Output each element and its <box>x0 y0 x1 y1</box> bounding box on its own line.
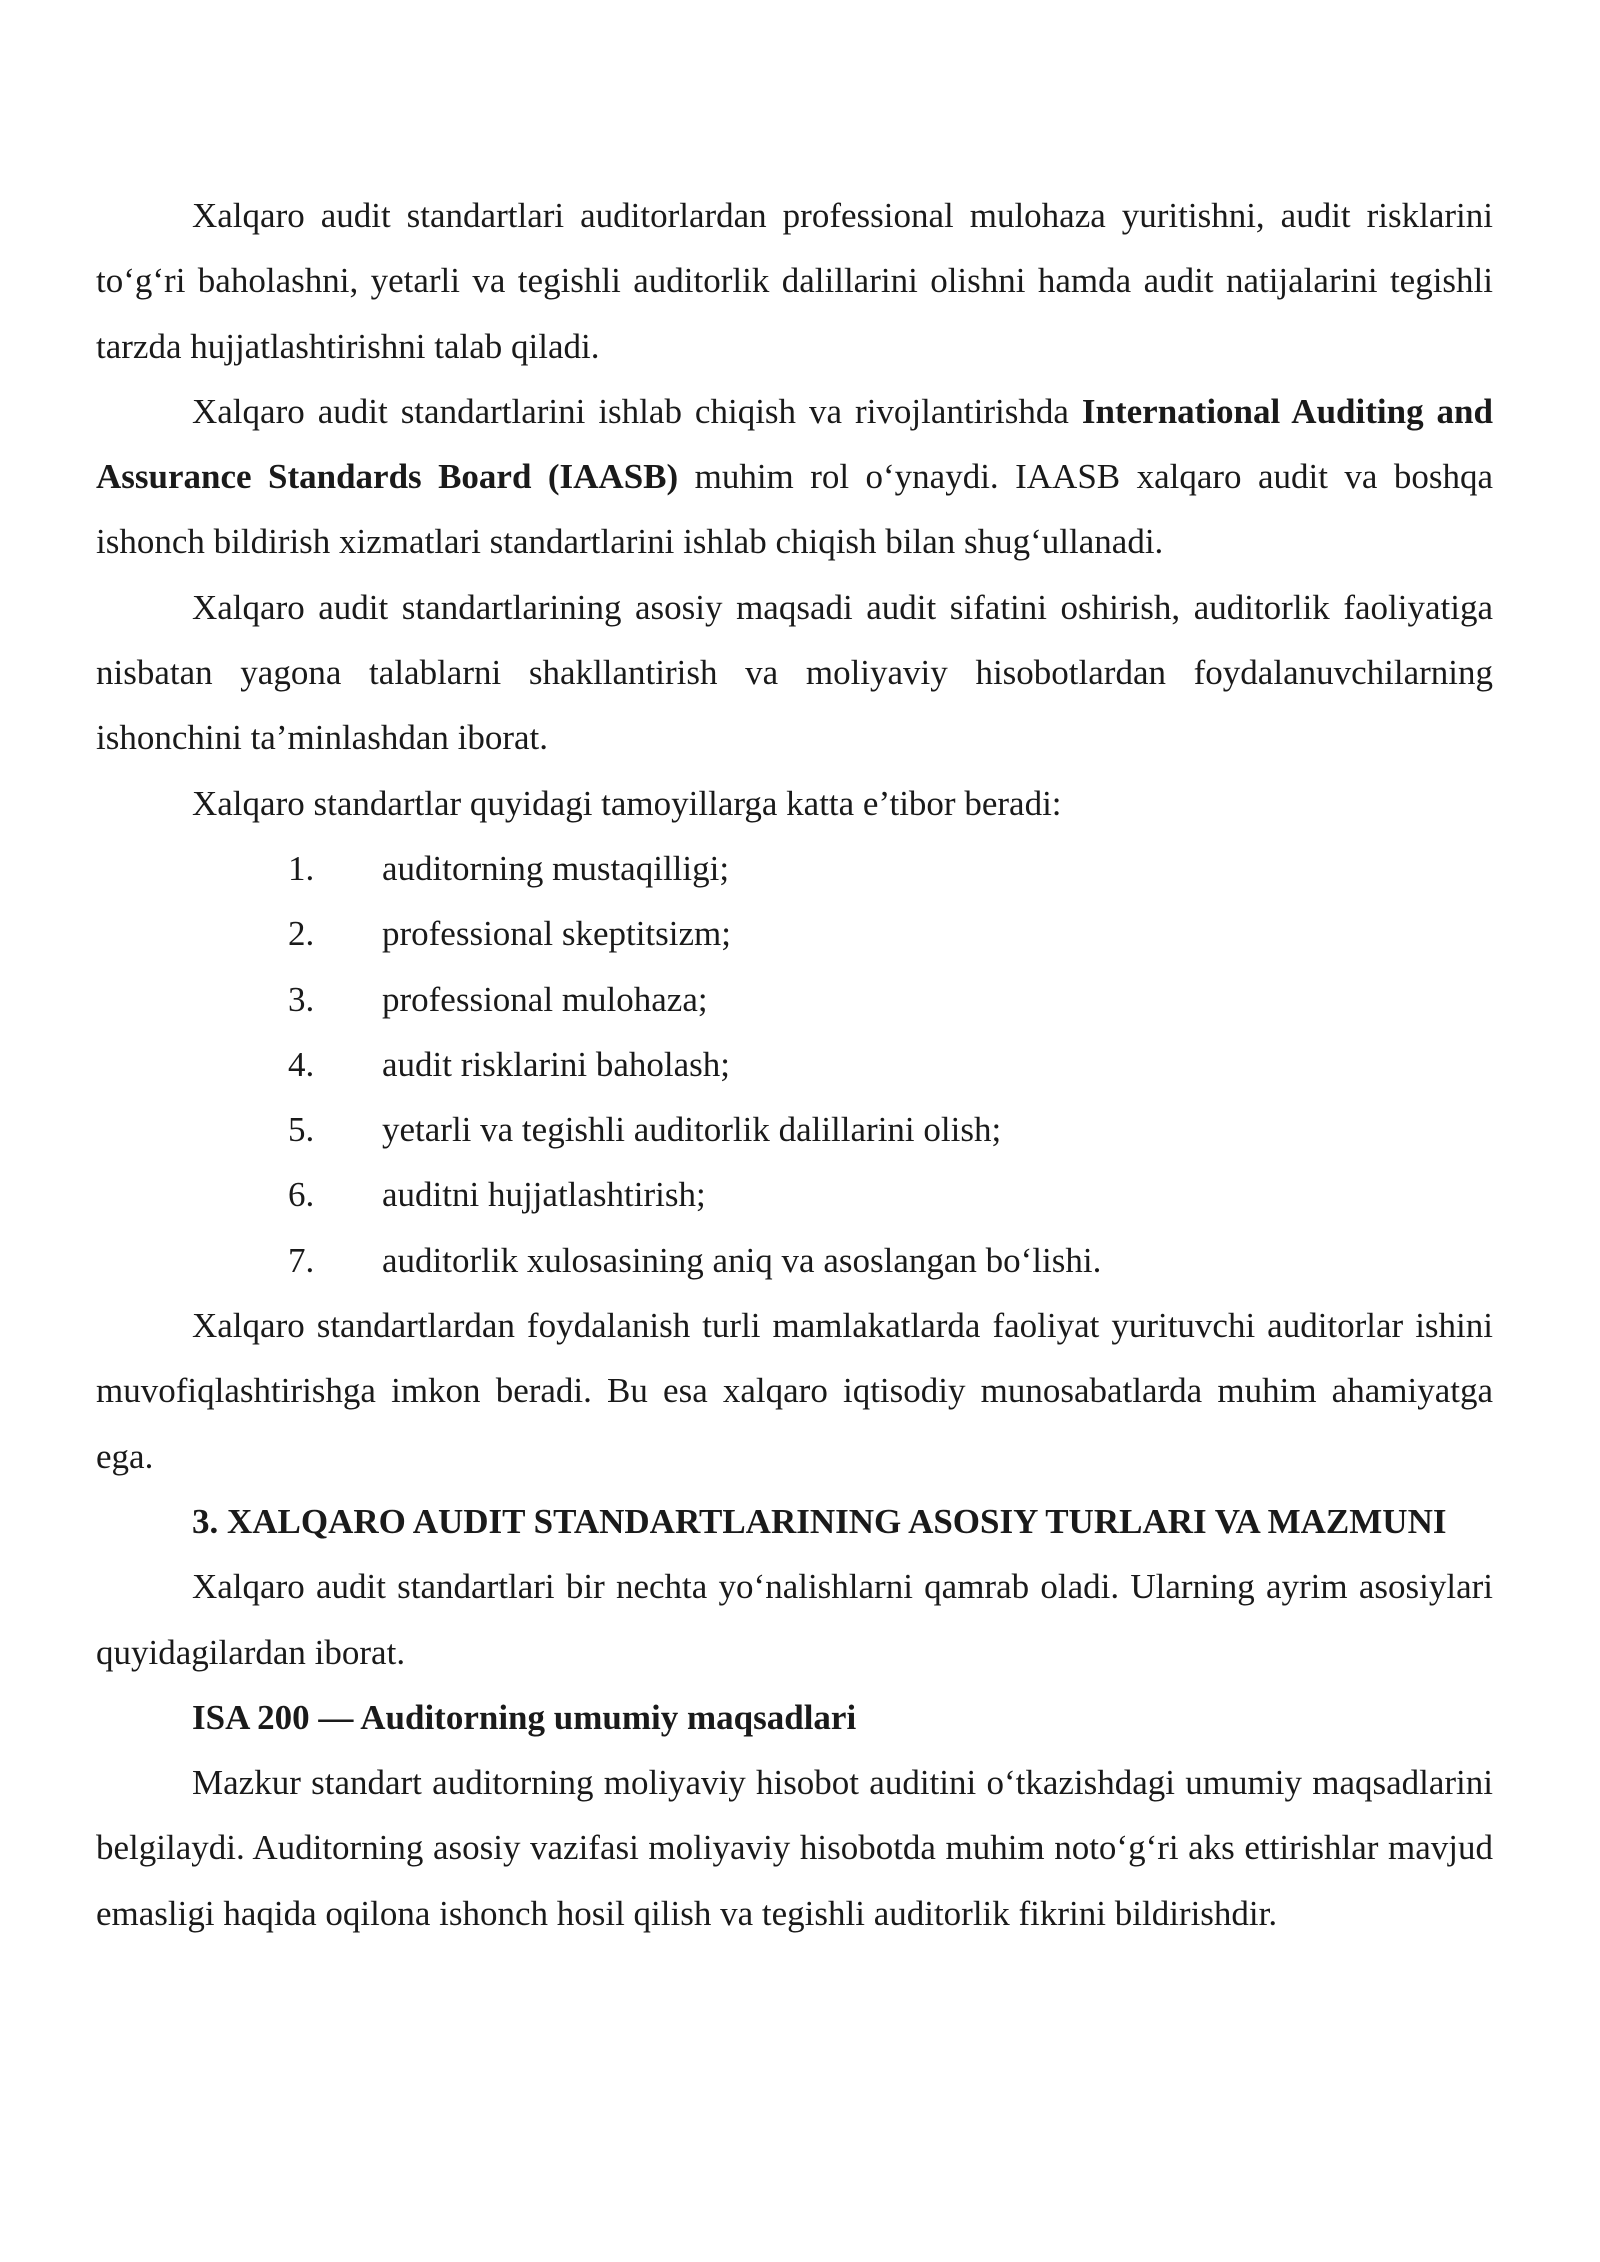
list-item-number: 3. <box>288 979 315 1019</box>
list-item-number: 4. <box>288 1044 315 1084</box>
paragraph-isa-200: Mazkur standart auditorning moliyaviy hisobot auditini o‘tkazishdagi umumiy maqsadlarini belgilaydi. Auditorning asosiy vazifasi moliyaviy hisobotda muhim noto‘g‘ri aks ettirishlar mavjud emasligi haqida oqilona ishonch hosil qilish va tegishli auditorlik fikrini bildirishdir. <box>96 1763 1493 1933</box>
list-item <box>96 1032 1493 1097</box>
list-item-number: 1. <box>288 848 315 888</box>
list-item-number: 6. <box>288 1175 315 1215</box>
paragraph-text: muhim rol o‘ynaydi. IAASB xalqaro audit va boshqa ishonch bildirish xizmatlari standartlarini ishlab chiqish bilan shug‘ullanadi. <box>96 457 1493 562</box>
list-item <box>96 1162 1493 1227</box>
list-item-text: yetarli va tegishli auditorlik dalillarini olish; <box>382 1110 1002 1150</box>
list-item <box>96 967 1493 1032</box>
document-page <box>96 183 1493 1946</box>
list-item-number: 2. <box>288 914 315 954</box>
list-item-text: professional mulohaza; <box>382 979 708 1019</box>
list-item-text: audit risklarini baholash; <box>382 1044 730 1084</box>
subheading-isa-200: ISA 200 — Auditorning umumiy maqsadlari <box>192 1697 857 1737</box>
list-item-text: auditorlik xulosasining aniq va asoslangan bo‘lishi. <box>382 1240 1102 1280</box>
paragraph-directions: Xalqaro audit standartlari bir nechta yo‘nalishlarni qamrab oladi. Ularning ayrim asosiylari quyidagilardan iborat. <box>96 1567 1493 1672</box>
list-item <box>96 836 1493 901</box>
paragraph-principles-intro: Xalqaro standartlar quyidagi tamoyillarga katta e’tibor beradi: <box>192 783 1062 823</box>
paragraph-standards-requirements: Xalqaro audit standartlari auditorlardan professional mulohaza yuritishni, audit risklarini to‘g‘ri baholashni, yetarli va tegishli auditorlik dalillarini olishni hamda audit natijalarini tegishli tarzda hujjatlashtirishni talab qiladi. <box>96 196 1493 366</box>
list-item-text: professional skeptitsizm; <box>382 914 731 954</box>
list-item <box>96 1097 1493 1162</box>
paragraph-main-purpose: Xalqaro audit standartlarining asosiy maqsadi audit sifatini oshirish, auditorlik faoliyatiga nisbatan yagona talablarni shakllantirish va moliyaviy hisobotlardan foydalanuvchilarning ishonchini ta’minlashdan iborat. <box>96 587 1493 758</box>
list-item-number: 5. <box>288 1110 315 1150</box>
list-item-text: auditni hujjatlashtirish; <box>382 1175 706 1215</box>
iaasb-name: International Auditing and Assurance Standards Board (IAASB) <box>96 391 1493 497</box>
paragraph-iaasb-role <box>96 379 1493 575</box>
list-item-text: auditorning mustaqilligi; <box>382 848 730 888</box>
list-item-number: 7. <box>288 1240 315 1280</box>
paragraph-text: Xalqaro audit standartlarini ishlab chiqish va rivojlantirishda <box>192 391 1082 431</box>
list-item <box>96 901 1493 966</box>
list-item <box>96 1228 1493 1293</box>
principles-list <box>96 836 1493 1293</box>
paragraph-coordination: Xalqaro standartlardan foydalanish turli mamlakatlarda faoliyat yurituvchi auditorlar ishini muvofiqlashtirishga imkon beradi. Bu esa xalqaro iqtisodiy munosabatlarda muhim ahamiyatga ega. <box>96 1306 1493 1476</box>
section-heading: 3. XALQARO AUDIT STANDARTLARINING ASOSIY TURLARI VA MAZMUNI <box>192 1501 1447 1541</box>
